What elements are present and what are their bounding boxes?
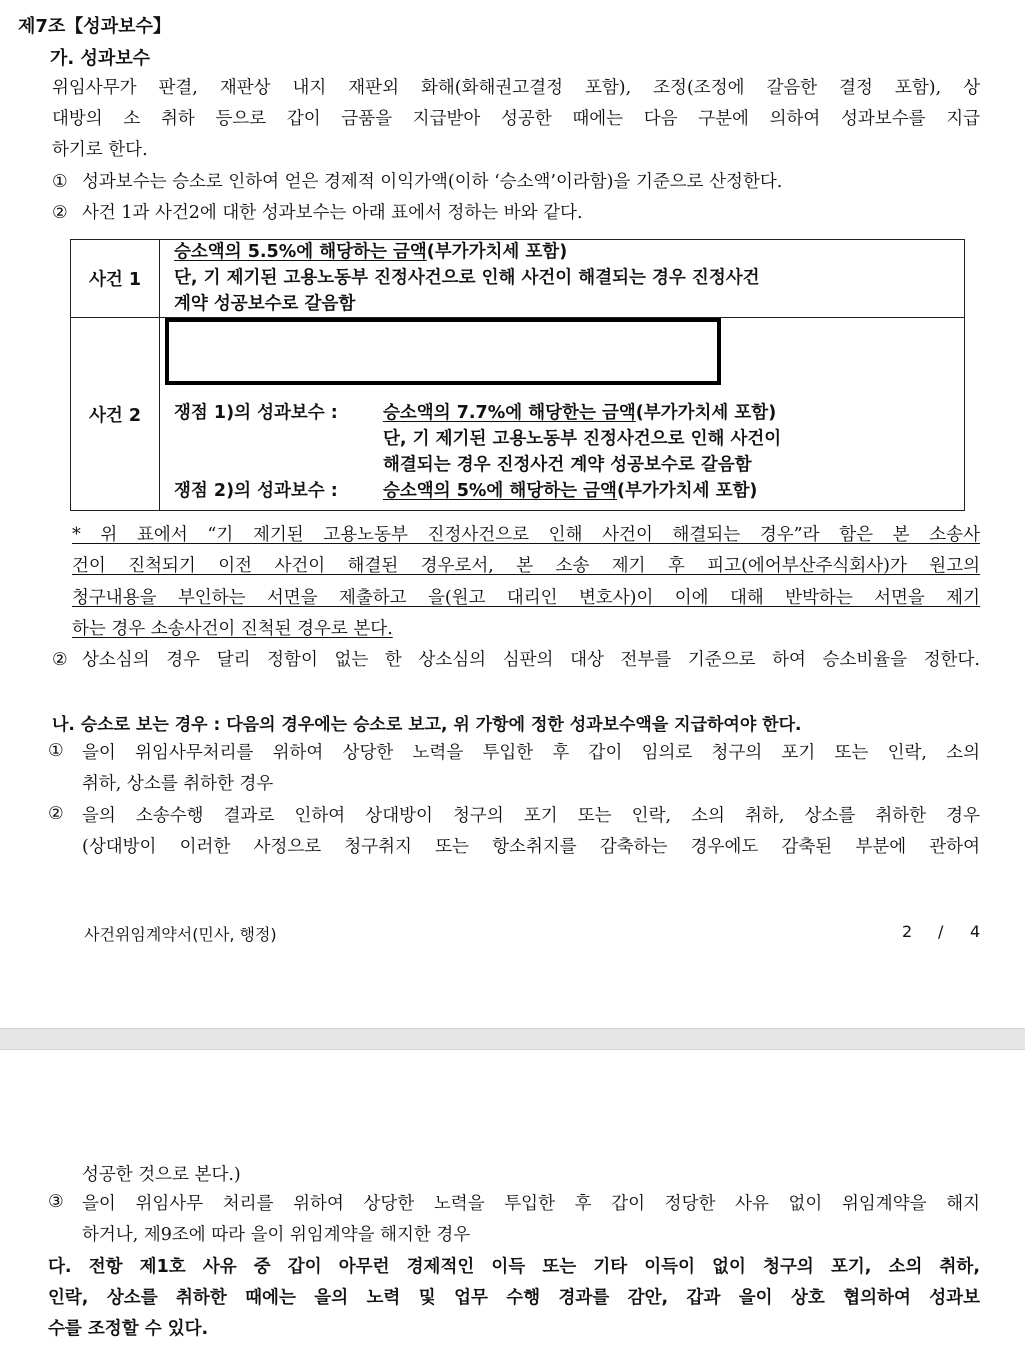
case1-line-3: 계약 성공보수로 갈음함 [174,294,356,314]
case2-issue2-value [383,479,757,503]
p3-item-3-line-2: 하거나, 제9조에 따라 을이 위임계약을 해지한 경우 [82,1225,471,1245]
na-item-1-marker: ① [48,741,64,761]
item-2-text: 사건 1과 사건2에 대한 성과보수는 아래 표에서 정하는 바와 같다. [82,203,583,223]
redaction-box [165,318,721,385]
na-item-2-marker: ② [48,804,64,824]
case2-issue1-label: 쟁점 1)의 성과보수 : [174,403,338,423]
p3-item-3-line-1: 을이 위임사무 처리를 위하여 상당한 노력을 투입한 후 갑이 정당한 사유 없이 위임계약을 해지 [82,1194,980,1214]
na-item-1-line-2: 취하, 상소를 취하한 경우 [82,774,274,794]
footer-page-separator: / [938,922,944,941]
intro-line-2: 대방의 소 취하 등으로 갑이 금품을 지급받아 성공한 때에는 다음 구분에 의하여 성과보수를 지급 [52,109,980,129]
case1-vat: (부가가치세 포함) [426,242,568,262]
note-line-2: 건이 진척되기 이전 사건이 해결된 경우로서, 본 소송 제기 후 피고(에어부산주식회사)가 원고의 [72,556,980,576]
case1-line-1 [174,240,567,264]
article-title: 제7조【성과보수】 [18,16,171,37]
intro-line-3: 하기로 한다. [52,140,148,160]
case1-rate: 승소액의 5.5%에 해당하는 금액 [174,242,427,262]
footer-page-number: 2 [902,922,913,941]
case2-issue2-rate: 승소액의 5%에 해당하는 금액 [383,481,617,501]
case1-label: 사건 1 [71,240,160,318]
case2-issue1-value [383,401,776,425]
case2-issue1-note-2: 해결되는 경우 진정사건 계약 성공보수로 갈음함 [383,455,752,475]
item-3-text: 상소심의 경우 달리 정함이 없는 한 상소심의 심판의 대상 전부를 기준으로 하여 승소비율을 정한다. [82,650,980,670]
na-item-1-line-1: 을이 위임사무처리를 위하여 상당한 노력을 투입한 후 갑이 임의로 청구의 포기 또는 인락, 소의 [82,743,980,763]
note-line-1: * 위 표에서 “기 제기된 고용노동부 진정사건으로 인해 사건이 해결되는 경우”라 함은 본 소송사 [72,525,980,545]
note-line-4: 하는 경우 소송사건이 진척된 경우로 본다. [72,619,393,639]
na-item-2-line-1: 을의 소송수행 결과로 인하여 상대방이 청구의 포기 또는 인락, 소의 취하, 상소를 취하한 경우 [82,806,980,826]
section-na-heading: 나. 승소로 보는 경우 : 다음의 경우에는 승소로 보고, 위 가항에 정한 성과보수액을 지급하여야 한다. [52,715,802,735]
item-2 [52,201,980,225]
case2-issue2-vat: (부가가치세 포함) [616,481,758,501]
item-1 [52,170,980,194]
case2-issue1-rate: 승소액의 7.7%에 해당한는 금액 [383,403,636,423]
footer-doc-title: 사건위임계약서(민사, 행정) [84,925,277,944]
item-3-marker: ② [52,650,68,670]
page-gap [0,1028,1025,1050]
section-da-line-3: 수를 조정할 수 있다. [48,1319,209,1339]
note-line-3: 청구내용을 부인하는 서면을 제출하고 을(원고 대리인 변호사)이 이에 대해 반박하는 서면을 제기 [72,588,980,608]
case2-issue1-vat: (부가가치세 포함) [635,403,777,423]
na-item-2-line-2: (상대방이 이러한 사정으로 청구취지 또는 항소취지를 감축하는 경우에도 감축된 부분에 관하여 [82,837,980,857]
continued-line: 성공한 것으로 본다.) [82,1165,241,1185]
footer-page-total: 4 [970,922,981,941]
case2-issue2-label: 쟁점 2)의 성과보수 : [174,481,338,501]
item-3 [52,648,980,672]
section-ga-heading: 가. 성과보수 [50,48,151,69]
case2-label: 사건 2 [71,318,160,511]
item-1-marker: ① [52,172,68,192]
case1-line-2: 단, 기 제기된 고용노동부 진정사건으로 인해 사건이 해결되는 경우 진정사건 [174,268,760,288]
case2-issue1-note-1: 단, 기 제기된 고용노동부 진정사건으로 인해 사건이 [383,429,782,449]
p3-item-3-marker: ③ [48,1192,64,1212]
item-2-marker: ② [52,203,68,223]
section-da-line-2: 인락, 상소를 취하한 때에는 을의 노력 및 업무 수행 경과를 감안, 갑과 을이 상호 협의하여 성과보 [48,1288,980,1308]
item-1-text: 성과보수는 승소로 인하여 얻은 경제적 이익가액(이하 ‘승소액’이라함)을 기준으로 산정한다. [82,172,783,192]
section-da-line-1: 다. 전항 제1호 사유 중 갑이 아무런 경제적인 이득 또는 기타 이득이 없이 청구의 포기, 소의 취하, [48,1257,980,1277]
intro-line-1: 위임사무가 판결, 재판상 내지 재판외 화해(화해권고결정 포함), 조정(조정에 갈음한 결정 포함), 상 [52,78,980,98]
